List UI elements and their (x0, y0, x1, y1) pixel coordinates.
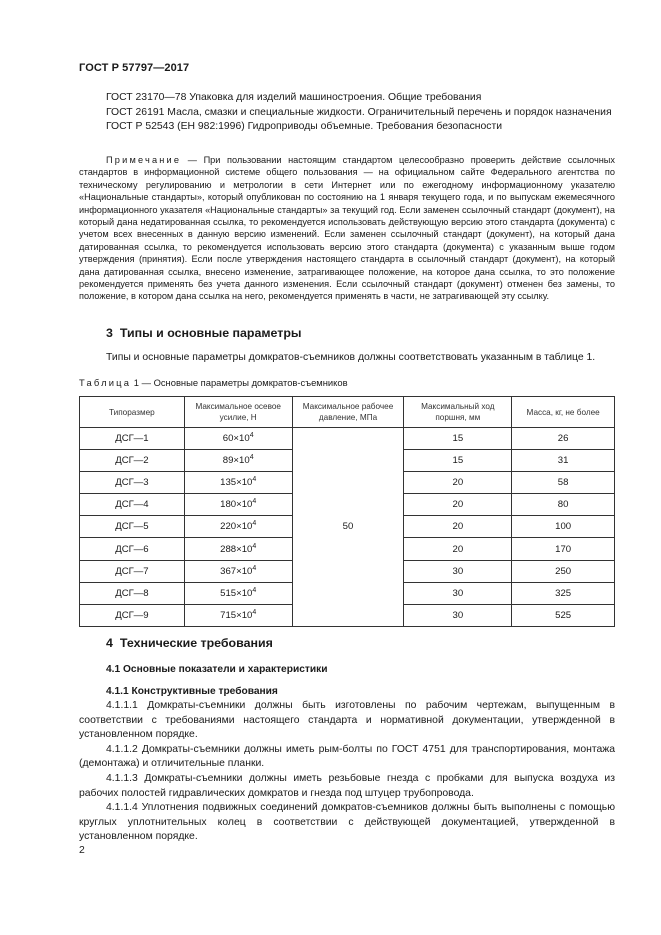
header-mass: Масса, кг, не более (512, 397, 615, 428)
parameters-table (79, 396, 615, 627)
header-type: Типоразмер (80, 397, 185, 428)
cell-type: ДСГ—7 (80, 560, 185, 582)
force-value: 60×10 (222, 433, 250, 445)
cell-mass: 170 (512, 538, 615, 560)
force-exponent: 4 (249, 432, 254, 440)
force-value: 135×10 (220, 477, 253, 489)
cell-force (184, 582, 292, 604)
force-value: 89×10 (222, 455, 250, 467)
section-number: 4 (106, 636, 113, 650)
cell-force (184, 494, 292, 516)
section-3-intro: Типы и основные параметры домкратов-съемников должны соответствовать указанным в таблице 1. (106, 352, 596, 363)
cell-force (184, 560, 292, 582)
cell-pressure: 50 (292, 428, 404, 627)
cell-force (184, 604, 292, 626)
cell-type: ДСГ—9 (80, 604, 185, 626)
force-value: 367×10 (220, 565, 253, 577)
cell-stroke: 15 (404, 450, 512, 472)
cell-mass: 26 (512, 428, 615, 450)
header-stroke: Максимальный ход поршня, мм (404, 397, 512, 428)
section-4-heading (106, 636, 273, 650)
paragraph: 4.1.1.1 Домкраты-съемники должны быть изготовлены по рабочим чертежам, выпущенным в соответствии с требованиями настоящего стандарта и нормативной документации, утвержденной в установленном порядке. (79, 700, 615, 741)
table-caption (79, 377, 348, 388)
cell-force (184, 472, 292, 494)
force-value: 715×10 (220, 609, 253, 621)
force-value: 180×10 (220, 499, 253, 511)
cell-type: ДСГ—4 (80, 494, 185, 516)
cell-stroke: 20 (404, 516, 512, 538)
section-title: Типы и основные параметры (119, 326, 302, 340)
paragraph: 4.1.1.3 Домкраты-съемники должны иметь резьбовые гнезда с пробками для выпуска воздуха из рабочих полостей гидравлических домкратов и гнезда под штуцер трубопровода. (79, 772, 615, 799)
normative-references (79, 91, 615, 135)
force-exponent: 4 (252, 608, 257, 616)
cell-stroke: 30 (404, 560, 512, 582)
paragraph: 4.1.1.2 Домкраты-съемники должны иметь рым-болты по ГОСТ 4751 для транспортирования, монтажа (демонтажа) и отличительные планки. (79, 743, 615, 770)
force-exponent: 4 (252, 476, 257, 484)
paragraph: 4.1.1.4 Уплотнения подвижных соединений домкратов-съемников должны быть выполнены с помощью круглых уплотнительных колец в соответствии с действующей документацией, утвержденной в установленном порядке. (79, 802, 615, 843)
force-exponent: 4 (252, 564, 257, 572)
cell-mass: 31 (512, 450, 615, 472)
note-block (79, 154, 615, 303)
subsection-4-1-heading: 4.1 Основные показатели и характеристики (106, 664, 328, 675)
force-exponent: 4 (252, 542, 257, 550)
cell-type: ДСГ—2 (80, 450, 185, 472)
document-header: ГОСТ Р 57797—2017 (79, 62, 190, 74)
cell-type: ДСГ—6 (80, 538, 185, 560)
force-value: 220×10 (220, 521, 253, 533)
cell-force (184, 516, 292, 538)
cell-force (184, 450, 292, 472)
note-label: Примечание (106, 155, 182, 165)
page-number: 2 (79, 845, 85, 856)
cell-stroke: 15 (404, 428, 512, 450)
force-exponent: 4 (252, 498, 257, 506)
force-exponent: 4 (252, 586, 257, 594)
cell-type: ДСГ—3 (80, 472, 185, 494)
force-value: 515×10 (220, 587, 253, 599)
cell-force (184, 428, 292, 450)
table-caption-label: Таблица (79, 377, 132, 388)
cell-mass: 325 (512, 582, 615, 604)
reference-item: ГОСТ 23170—78 Упаковка для изделий машиностроения. Общие требования (106, 92, 482, 103)
cell-mass: 525 (512, 604, 615, 626)
cell-type: ДСГ—5 (80, 516, 185, 538)
note-text: — При пользовании настоящим стандартом целесообразно проверить действие ссылочных стандартов в информационной системе общего пользования — на официальном сайте Федерального агентства по техническому регулированию и метрологии в сети Интернет или по ежегодному информационному указателю «Национальные стандарты», который опубликован по состоянию на 1 января текущего года, и по выпускам ежемесячного информационного указателя «Национальные стандарты» за текущий год. Если заменен ссылочный стандарт (документ), на который дана недатированная ссылка, то рекомендуется использовать действующую версию этого стандарта (документа) с учетом всех внесенных в данную версию изменений. Если заменен ссылочный стандарт (документ), на который дана датированная ссылка, то рекомендуется использовать версию этого стандарта (документа) с указанным выше годом утверждения (принятия). Если после утверждения настоящего стандарта в ссылочный стандарт (документ), на который дана датированная ссылка, внесено изменение, затрагивающее положение, на которое дана ссылка, то это положение рекомендуется применять без учета данного изменения. Если ссылочный стандарт (документ) отменен без замены, то положение, в котором дана ссылка на него, рекомендуется применять в части, не затрагивающей эту ссылку. (79, 155, 615, 302)
cell-mass: 58 (512, 472, 615, 494)
section-number: 3 (106, 326, 113, 340)
force-value: 288×10 (220, 543, 253, 555)
table-caption-text: 1 — Основные параметры домкратов-съемников (131, 377, 348, 388)
cell-type: ДСГ—1 (80, 428, 185, 450)
table-row (80, 428, 615, 450)
section-3-heading (106, 326, 302, 340)
cell-stroke: 30 (404, 582, 512, 604)
table-header-row (80, 397, 615, 428)
header-pressure: Максимальное рабочее давление, МПа (292, 397, 404, 428)
cell-type: ДСГ—8 (80, 582, 185, 604)
cell-stroke: 30 (404, 604, 512, 626)
force-exponent: 4 (252, 520, 257, 528)
cell-mass: 250 (512, 560, 615, 582)
cell-stroke: 20 (404, 472, 512, 494)
cell-force (184, 538, 292, 560)
header-force: Максимальное осевое усилие, Н (184, 397, 292, 428)
cell-stroke: 20 (404, 538, 512, 560)
force-exponent: 4 (249, 454, 254, 462)
reference-item: ГОСТ Р 52543 (ЕН 982:1996) Гидроприводы объемные. Требования безопасности (106, 121, 503, 133)
subsection-4-1-1-heading: 4.1.1 Конструктивные требования (106, 686, 278, 697)
cell-mass: 80 (512, 494, 615, 516)
section-4-body (79, 699, 615, 845)
cell-stroke: 20 (404, 494, 512, 516)
cell-mass: 100 (512, 516, 615, 538)
reference-item: ГОСТ 26191 Масла, смазки и специальные жидкости. Ограничительный перечень и порядок назначения (106, 106, 612, 118)
section-title: Технические требования (119, 636, 273, 650)
